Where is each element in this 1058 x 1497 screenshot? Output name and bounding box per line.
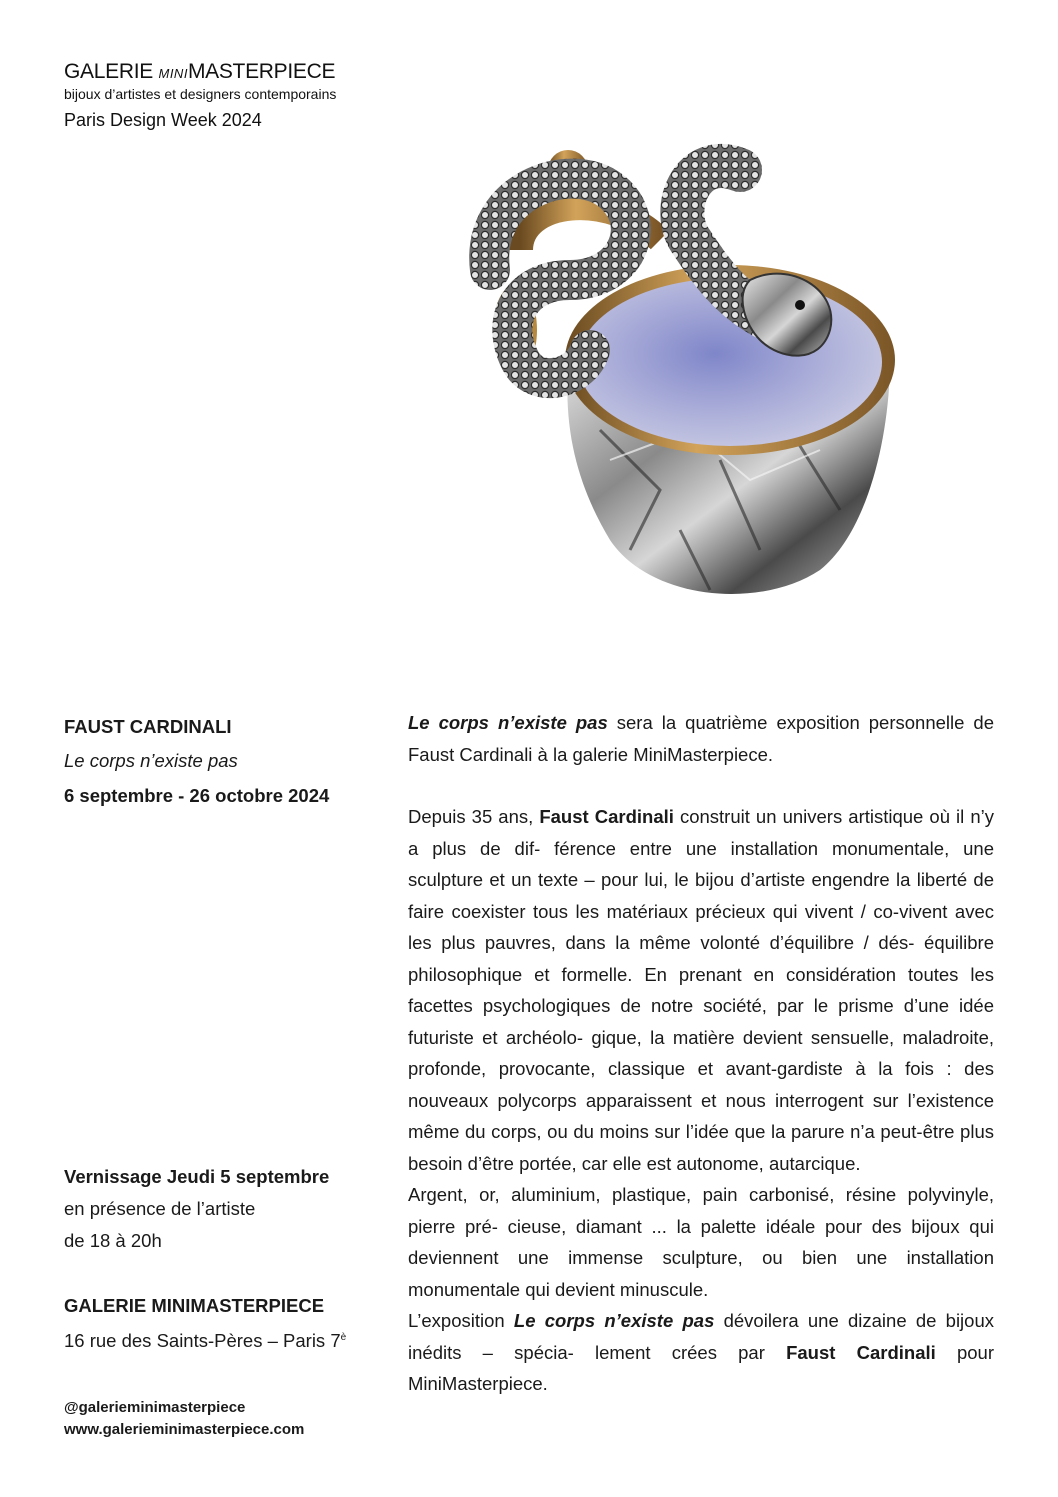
bio-lead: Depuis 35 ans, xyxy=(408,806,540,827)
artist-name: FAUST CARDINALI xyxy=(64,716,232,737)
logo-galerie: GALERIE xyxy=(64,60,153,83)
exhibition-dates: 6 septembre - 26 octobre 2024 xyxy=(64,785,330,806)
bio-text: construit un univers artistique où il n’y a plus de dif- férence entre une installation monumentale, une sculpture et un texte – pour lui, le bijou d’artiste engendre la liberté de faire coexister tous les matériaux précieux qui vivent / co-vivent avec les plus pauvres, dans la même volonté d’équilibre / dés- équilibre philosophique et formelle. En prenant en considération toutes les facettes psychologiques de notre société, par le prisme d’une idée futuriste et archéolo- gique, la matière devient sensuelle, maladroite, profonde, provocante, classique et avant-gardiste à la fois : des nouveaux polycorps apparaissent et nous interrogent sur l’existence même du corps, ou du moins sur l’idée que la parure n’a peut-être plus besoin d’être portée, car elle est autonome, autarcique. xyxy=(408,806,994,1174)
logo-masterpiece: MASTERPIECE xyxy=(187,60,336,83)
intro-title: Le corps n’existe pas xyxy=(408,712,608,733)
closing-lead: L’exposition xyxy=(408,1310,514,1331)
opening-hours: de 18 à 20h xyxy=(64,1230,162,1251)
logo-mini: MINI xyxy=(158,66,188,81)
gallery-logo xyxy=(64,60,336,102)
intro-paragraph xyxy=(408,707,994,770)
closing-title: Le corps n’existe pas xyxy=(513,1310,715,1331)
event-name: Paris Design Week 2024 xyxy=(64,110,262,130)
venue-address xyxy=(64,1322,346,1356)
logo-wordmark xyxy=(64,60,336,86)
closing-end: pour MiniMasterpiece. xyxy=(408,1341,995,1394)
intro-text: sera la quatrième exposition personnelle de Faust Cardinali à la galerie MiniMasterpiece. xyxy=(408,712,994,765)
bio-artist-name: Faust Cardinali xyxy=(539,806,674,827)
opening-title: Vernissage Jeudi 5 septembre xyxy=(64,1166,330,1187)
closing-mid: dévoilera une dizaine de bijoux inédits – spécia- lement crées par xyxy=(408,1310,994,1363)
snake-ring-photo xyxy=(460,130,920,630)
contact-block xyxy=(64,1397,304,1441)
venue-address-sup: è xyxy=(340,1332,347,1343)
website-link[interactable]: www.galerieminimasterpiece.com xyxy=(64,1421,305,1438)
press-text xyxy=(408,707,994,1400)
exhibition-title: Le corps n’existe pas xyxy=(64,750,238,771)
closing-paragraph xyxy=(408,1305,994,1400)
materials-paragraph: Argent, or, aluminium, plastique, pain carbonisé, résine polyvinyle, pierre pré- cieuse, diamant ... la palette idéale pour des bijoux qui deviennent une immense sculpture, ou bien une installation monumentale qui devient minuscule. xyxy=(408,1184,994,1300)
instagram-handle[interactable]: @galerieminimasterpiece xyxy=(64,1399,246,1416)
venue-name: GALERIE MINIMASTERPIECE xyxy=(64,1295,325,1316)
closing-artist-name: Faust Cardinali xyxy=(786,1341,936,1363)
bio-paragraph xyxy=(408,801,994,1179)
venue-address-text: 16 rue des Saints-Pères – Paris 7 xyxy=(64,1330,341,1352)
opening-presence: en présence de l’artiste xyxy=(64,1198,256,1219)
logo-tagline: bijoux d’artistes et designers contemporains xyxy=(64,86,337,102)
